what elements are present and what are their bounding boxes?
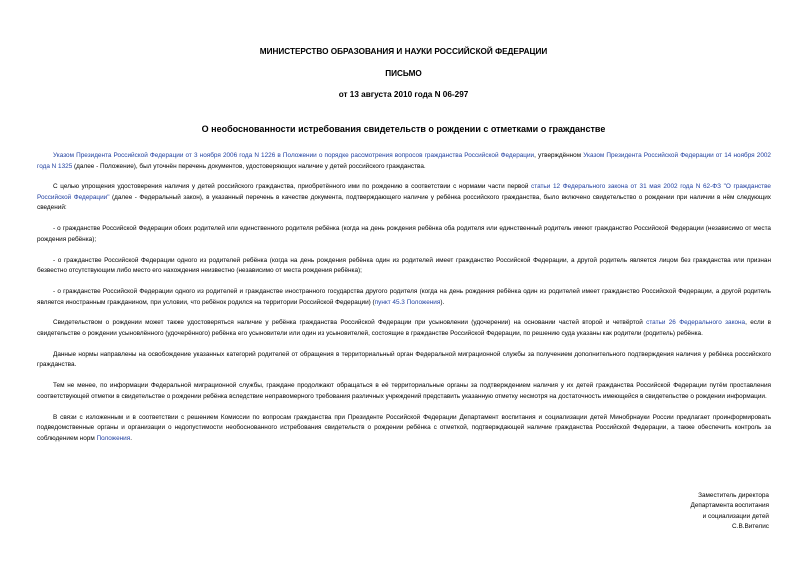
- document-date-number: от 13 августа 2010 года N 06-297: [338, 90, 469, 99]
- paragraph-4: - о гражданстве Российской Федерации одного из родителей ребёнка (когда на день рождения ребёнка один из родителей имеет гражданство Российской Федерации, а другой родитель является лицом без гражданства или признан безвестно отсутствующим либо место его нахождения неизвестно (независимо от места рождения ребёнка);: [37, 256, 771, 275]
- document-title: О необоснованности истребования свидетельств о рождении с отметками о гражданстве: [201, 124, 606, 134]
- paragraph-2: С целью упрощения удостоверения наличия у детей российского гражданства, приобретённого ими по рождению в соответствии с нормами части первой статьи 12 Федерального закона от 31 мая 2002 года N 62-ФЗ "О гражданстве Российской Федерации" (далее - Федеральный закон), в указанный перечень в качестве документа, подтверждающего наличие у ребёнка российского гражданства, было включено свидетельство о рождении при наличии в нём следующих сведений:: [37, 183, 771, 212]
- federal-law-article-12-link[interactable]: статьи 12 Федерального закона от 31 мая 2002 года N 62-ФЗ "О гражданстве Российской Федерации": [37, 183, 771, 201]
- paragraph-3: - о гражданстве Российской Федерации обоих родителей или единственного родителя ребёнка (когда на день рождения ребёнка оба родителя или единственный родитель имеют гражданство Российской Федерации (независимо от места рождения ребёнка);: [37, 225, 771, 243]
- regulation-point-45-3-link[interactable]: пункт 45.3 Положения: [374, 298, 441, 306]
- signature-block: [691, 491, 769, 532]
- ministry-heading: МИНИСТЕРСТВО ОБРАЗОВАНИЯ И НАУКИ РОССИЙСКОЙ ФЕДЕРАЦИИ: [259, 47, 548, 56]
- signature-department-cont: и социализации детей: [702, 512, 769, 520]
- decree-1325-link[interactable]: Указом Президента Российской Федерации от 14 ноября 2002 года N 1325: [37, 152, 771, 170]
- document-type: ПИСЬМО: [385, 69, 422, 78]
- signature-department: Департамента воспитания: [690, 502, 769, 510]
- signature-name: С.В.Вителис: [732, 522, 769, 530]
- paragraph-8: Тем не менее, по информации Федеральной миграционной службы, граждане продолжают обращаться в её территориальные органы за подтверждением наличия у их детей гражданства Российской Федерации путём проставления соответствующей отметки в свидетельстве о рождении ребёнка вследствие неправомерного требования различных учреждений представить указанную отметку несмотря на достаточность имеющейся в свидетельстве о рождении информации.: [37, 382, 771, 400]
- paragraph-9: В связи с изложенным и в соответствии с решением Комиссии по вопросам гражданства при Президенте Российской Федерации Департамент воспитания и социализации детей Минобрнауки России предлагает проинформировать подведомственные органы и организации о недопустимости необоснованного истребования свидетельств о рождении ребёнка с отметкой, подтверждающей наличие гражданства Российской Федерации, а также обеспечить контроль за соблюдением норм Положения.: [37, 413, 771, 442]
- federal-law-article-26-link[interactable]: статьи 26 Федерального закона: [646, 319, 746, 327]
- paragraph-5: - о гражданстве Российской Федерации одного из родителей и гражданстве иностранного государства другого родителя (когда на день рождения ребёнка один из родителей имеет гражданство Российской Федерации, а другой родитель является иностранным гражданином, при условии, что ребёнок родился на территории Российской Федерации) (пункт 45.3 Положения).: [37, 288, 771, 306]
- paragraph-7: Данные нормы направлены на освобождение указанных категорий родителей от обращения в территориальный орган Федеральной миграционной службы за получением дополнительного подтверждения наличия у ребёнка российского гражданства.: [37, 350, 771, 369]
- decree-1226-link[interactable]: Указом Президента Российской Федерации от 3 ноября 2006 года N 1226 в Положении о порядке рассмотрения вопросов гражданства Российской Федерации: [53, 152, 535, 159]
- signature-position: Заместитель директора: [698, 492, 769, 499]
- document-body: [37, 151, 771, 455]
- paragraph-1: Указом Президента Российской Федерации от 3 ноября 2006 года N 1226 в Положении о порядке рассмотрения вопросов гражданства Российской Федерации, утверждённом Указом Президента Российской Федерации от 14 ноября 2002 года N 1325 (далее - Положение), был уточнён перечень документов, удостоверяющих наличие у детей российского гражданства.: [37, 152, 771, 170]
- paragraph-6: Свидетельством о рождении может также удостоверяться наличие у ребёнка гражданства Российской Федерации при усыновлении (удочерении) на основании частей второй и четвёртой статьи 26 Федерального закона, если в свидетельстве о рождении усыновлённого (удочерённого) ребёнка его усыновители или один из усыновителей, состоящие в гражданстве Российской Федерации, по решению суда указаны как родители (родитель) ребёнка.: [37, 319, 771, 337]
- regulation-link[interactable]: Положения: [96, 434, 131, 442]
